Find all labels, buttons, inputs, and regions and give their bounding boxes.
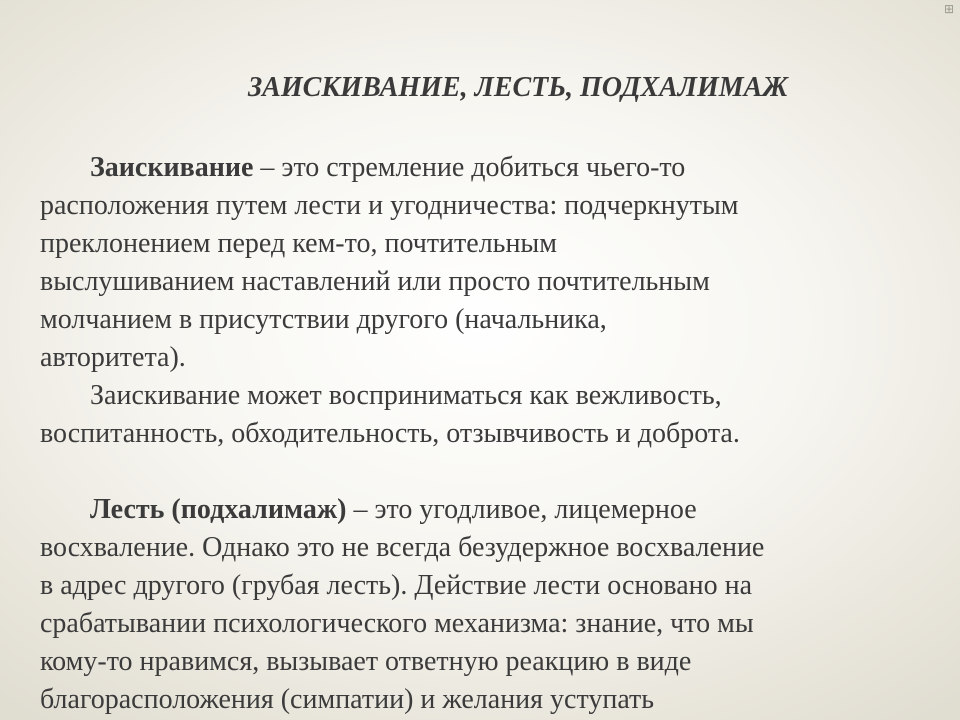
slide-title: ЗАИСКИВАНИЕ, ЛЕСТЬ, ПОДХАЛИМАЖ (247, 72, 789, 103)
slide-body (40, 149, 952, 719)
paragraph-ingratiation-perception (40, 377, 952, 453)
paragraph-text: Заискивание может восприниматься как вежливость, воспитанность, обходительность, отзывчивость и доброта. (40, 380, 740, 449)
paragraph-ingratiation-definition (40, 149, 952, 377)
term-ingratiation: Заискивание (90, 152, 254, 183)
paragraph-text: – это стремление добиться чьего-то расположения путем лести и угодничества: подчеркнутым преклонением перед кем-то, почтительным выслушиванием наставлений или просто почтительным молчанием в присутствии другого (начальника, авторитета). (40, 152, 739, 373)
paragraph-flattery-definition (40, 491, 952, 719)
corner-mark-icon: ⊞ (943, 2, 954, 16)
paragraph-text: – это угодливое, лицемерное восхваление. Однако это не всегда безудержное восхваление в адрес другого (грубая лесть). Действие лести основано на срабатывании психологического механизма: знание, что мы кому-то нравимся, вызывает ответную реакцию в виде благорасположения (симпатии) и желания уступать (40, 494, 765, 715)
term-flattery: Лесть (подхалимаж) (90, 494, 347, 525)
paragraph-gap (40, 453, 952, 491)
